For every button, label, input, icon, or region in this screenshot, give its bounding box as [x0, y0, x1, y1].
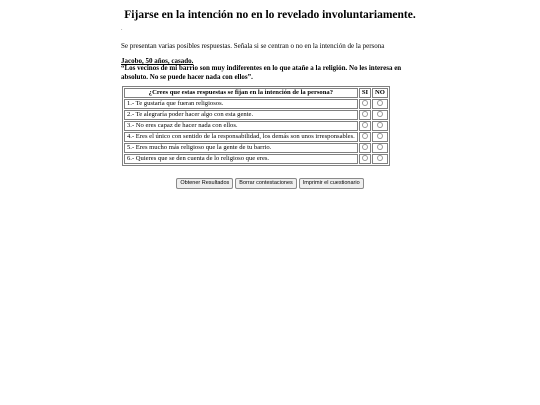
no-header: NO [372, 88, 388, 98]
table-row [124, 132, 388, 142]
radio-no-1[interactable] [377, 100, 383, 106]
radio-yes-1[interactable] [362, 100, 368, 106]
clear-answers-button[interactable]: Borrar contestaciones [235, 178, 297, 189]
radio-yes-4[interactable] [362, 133, 368, 139]
question-text: 5.- Eres mucho más religioso que la gente de tu barrio. [124, 143, 358, 153]
person-name: Jacobo, 50 años, casado. [121, 57, 194, 65]
table-row [124, 121, 388, 131]
radio-yes-2[interactable] [362, 111, 368, 117]
question-table [122, 86, 390, 166]
page-title: Fijarse en la intención no en lo revelado involuntariamente. [124, 9, 416, 21]
bullet-dot: . [121, 26, 123, 32]
question-text: 3.- No eres capaz de hacer nada con ellos. [124, 121, 358, 131]
question-text: 1.- Te gustaría que fueran religiosos. [124, 99, 358, 109]
question-text: 4.- Eres el único con sentido de la responsabilidad, los demás son unos irresponsables. [124, 132, 358, 142]
radio-yes-6[interactable] [362, 155, 368, 161]
radio-no-4[interactable] [377, 133, 383, 139]
get-results-button[interactable]: Obtener Resultados [176, 178, 233, 189]
question-text: 6.- Quieres que se den cuenta de lo religioso que eres. [124, 154, 358, 164]
button-bar [0, 178, 540, 189]
yes-header: SI [359, 88, 371, 98]
intro-text: Se presentan varias posibles respuestas. Señala si se centran o no en la intención de la persona [121, 42, 385, 50]
table-row [124, 154, 388, 164]
radio-yes-5[interactable] [362, 144, 368, 150]
question-text: 2.- Te alegraría poder hacer algo con esta gente. [124, 110, 358, 120]
radio-no-5[interactable] [377, 144, 383, 150]
table-row [124, 99, 388, 109]
table-row [124, 110, 388, 120]
person-quote: “Los vecinos de mi barrio son muy indiferentes en lo que atañe a la religión. No les interesa en absoluto. No se puede hacer nada con ellos”. [121, 64, 402, 81]
radio-no-6[interactable] [377, 155, 383, 161]
table-row [124, 143, 388, 153]
radio-yes-3[interactable] [362, 122, 368, 128]
question-header: ¿Crees que estas respuestas se fijan en la intención de la persona? [124, 88, 358, 98]
radio-no-2[interactable] [377, 111, 383, 117]
radio-no-3[interactable] [377, 122, 383, 128]
print-questionnaire-button[interactable]: Imprimir el cuestionario [299, 178, 364, 189]
table-header-row [124, 88, 388, 98]
